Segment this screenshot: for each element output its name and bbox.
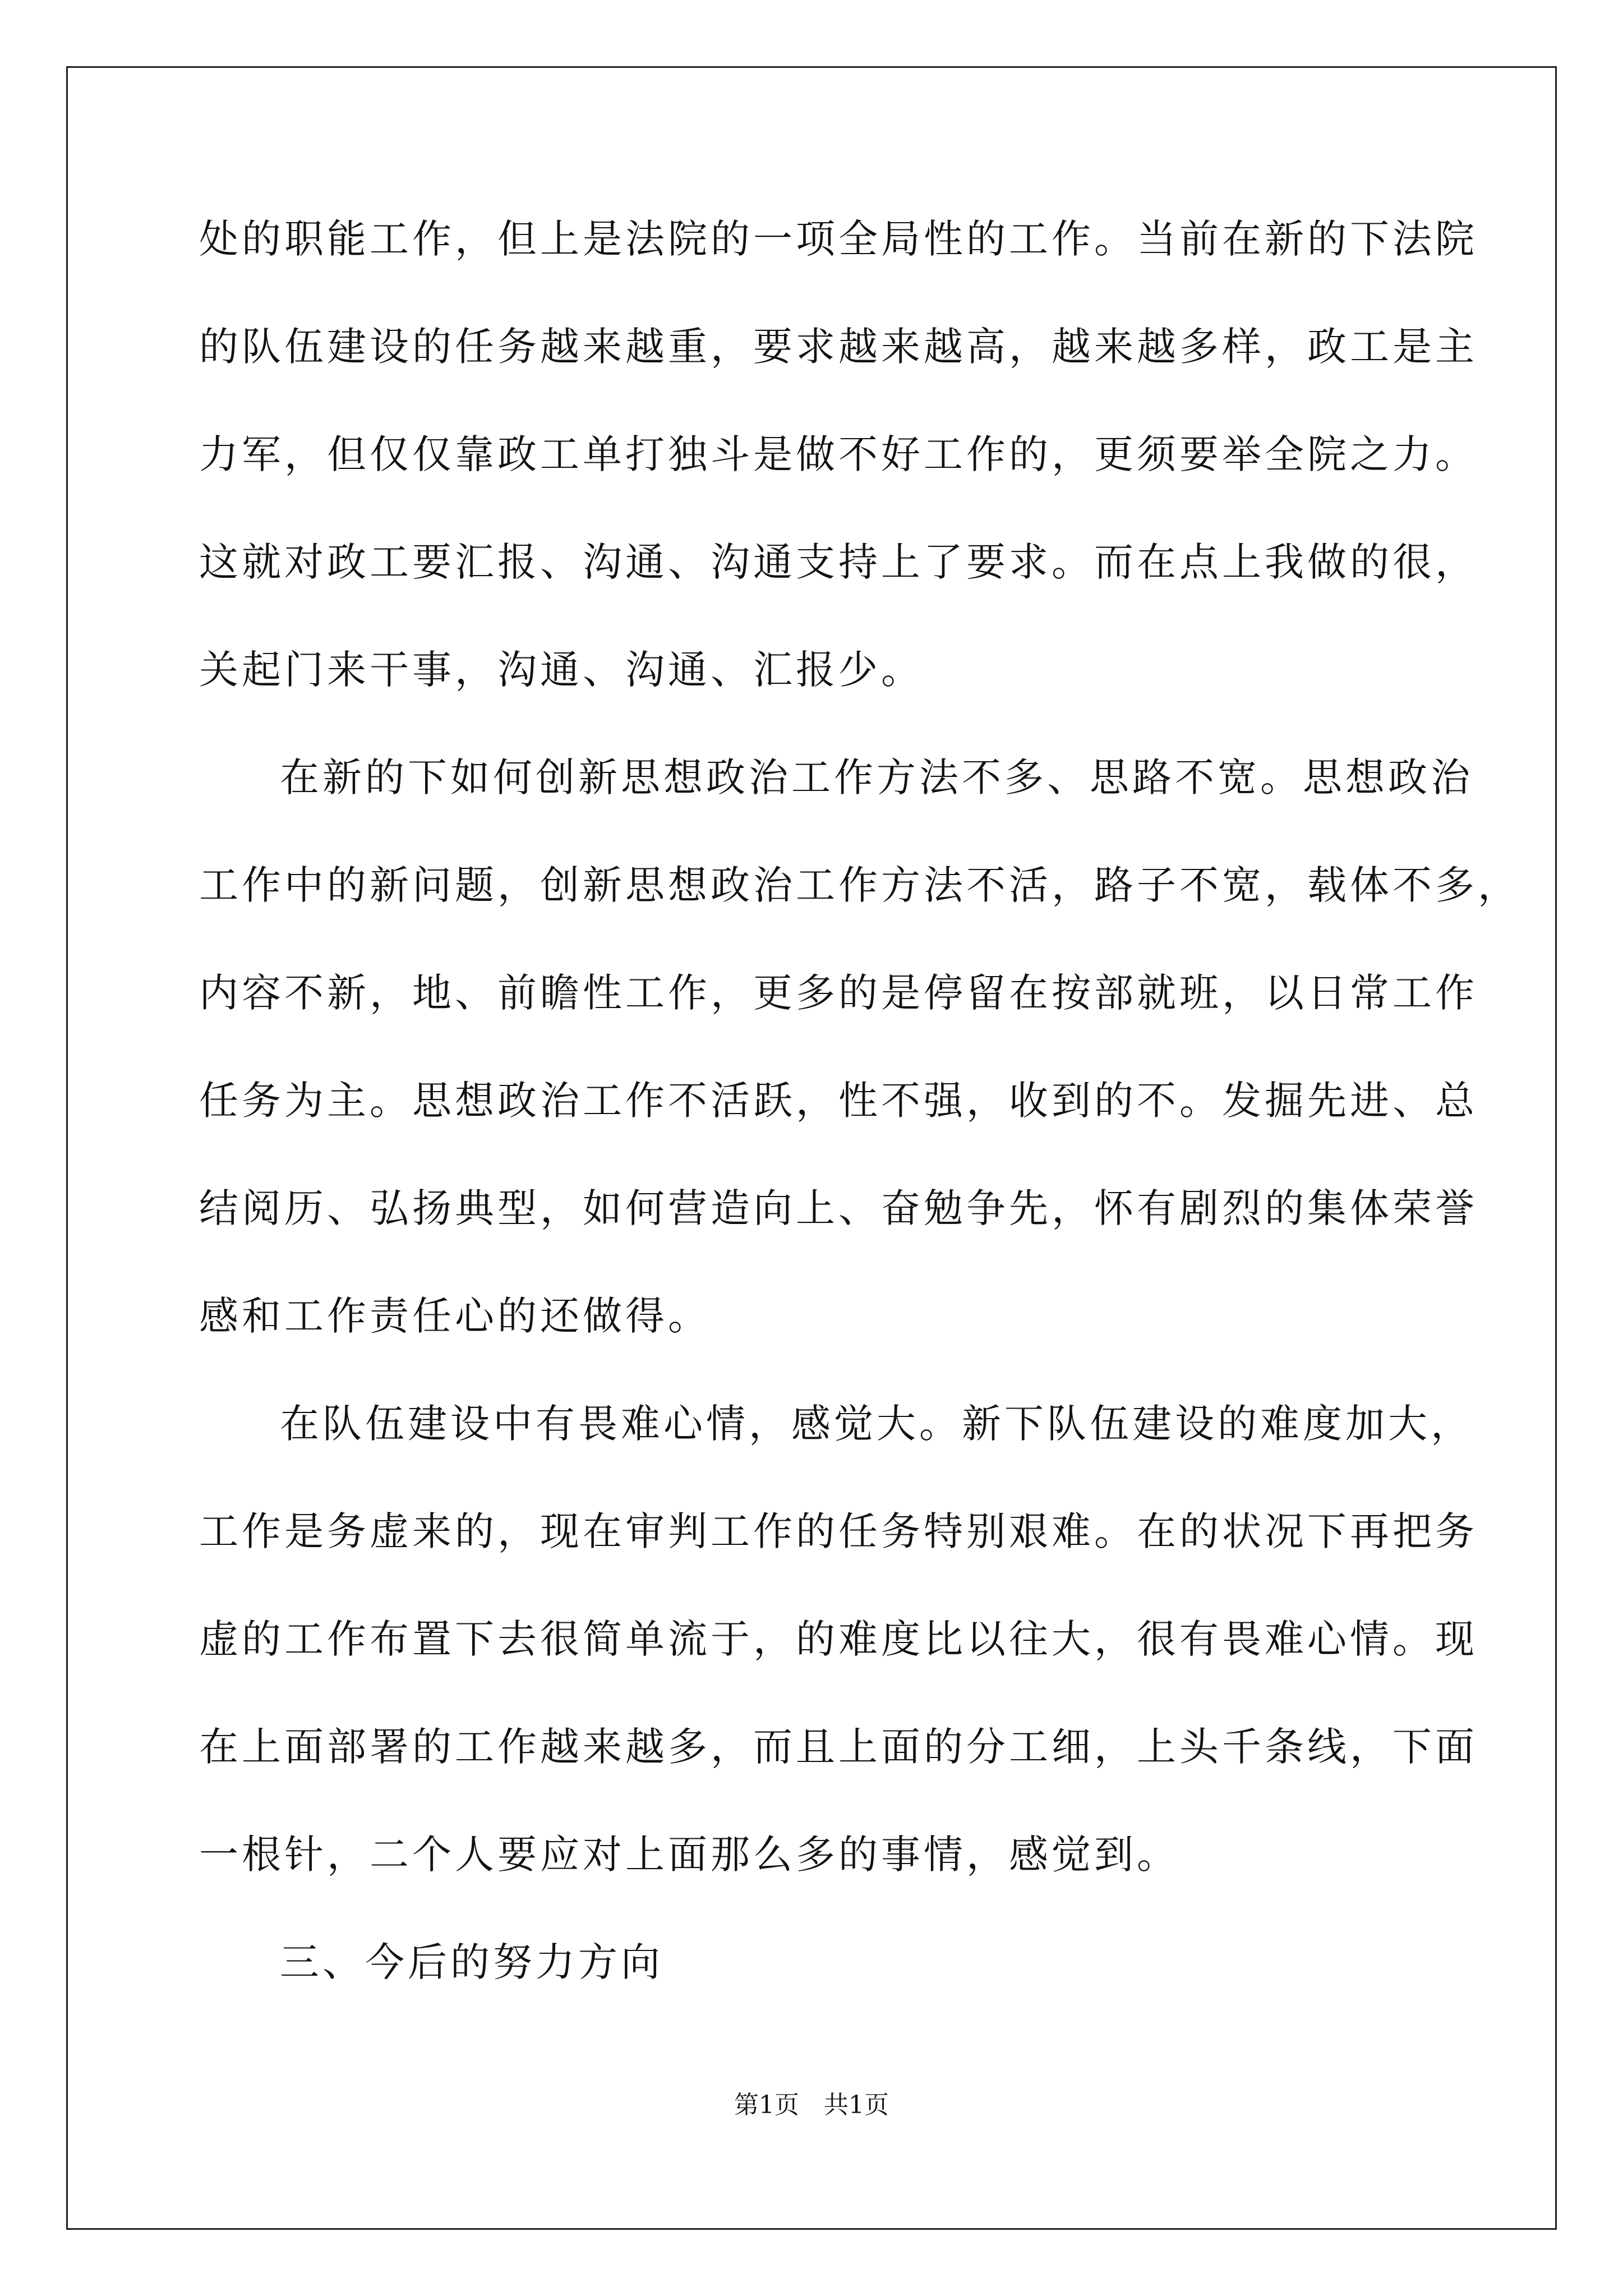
text-line: 力军，但仅仅靠政工单打独斗是做不好工作的，更须要举全院之力。 xyxy=(199,431,1478,477)
text-line: 处的职能工作，但上是法院的一项全局性的工作。当前在新的下法院 xyxy=(199,216,1478,262)
text-line: 工作中的新问题，创新思想政治工作方法不活，路子不宽，载体不多， xyxy=(199,862,1520,908)
text-line: 结阅历、弘扬典型，如何营造向上、奋勉争先，怀有剧烈的集体荣誉 xyxy=(199,1185,1478,1231)
text-line: 的队伍建设的任务越来越重，要求越来越高，越来越多样，政工是主 xyxy=(199,324,1478,370)
text-line: 工作是务虚来的，现在审判工作的任务特别艰难。在的状况下再把务 xyxy=(199,1508,1478,1554)
text-line: 任务为主。思想政治工作不活跃，性不强，收到的不。发掘先进、总 xyxy=(199,1078,1478,1124)
paragraph-first-line: 在新的下如何创新思想政治工作方法不多、思路不宽。思想政治 xyxy=(280,754,1473,800)
page-number: 第1页 共1页 xyxy=(734,2091,889,2119)
text-line: 内容不新，地、前瞻性工作，更多的是停留在按部就班，以日常工作 xyxy=(199,970,1478,1016)
text-line: 感和工作责任心的还做得。 xyxy=(199,1293,711,1339)
page-border xyxy=(66,66,1557,2230)
text-line: 一根针，二个人要应对上面那么多的事情，感觉到。 xyxy=(199,1832,1179,1878)
text-line: 关起门来干事，沟通、沟通、汇报少。 xyxy=(199,647,924,693)
text-line: 虚的工作布置下去很简单流于，的难度比以往大，很有畏难心情。现 xyxy=(199,1616,1478,1662)
paragraph-first-line: 在队伍建设中有畏难心情，感觉大。新下队伍建设的难度加大， xyxy=(280,1401,1473,1447)
text-line: 这就对政工要汇报、沟通、沟通支持上了要求。而在点上我做的很， xyxy=(199,539,1478,585)
section-heading: 三、今后的努力方向 xyxy=(280,1939,663,1985)
text-line: 在上面部署的工作越来越多，而且上面的分工细，上头千条线，下面 xyxy=(199,1724,1478,1770)
